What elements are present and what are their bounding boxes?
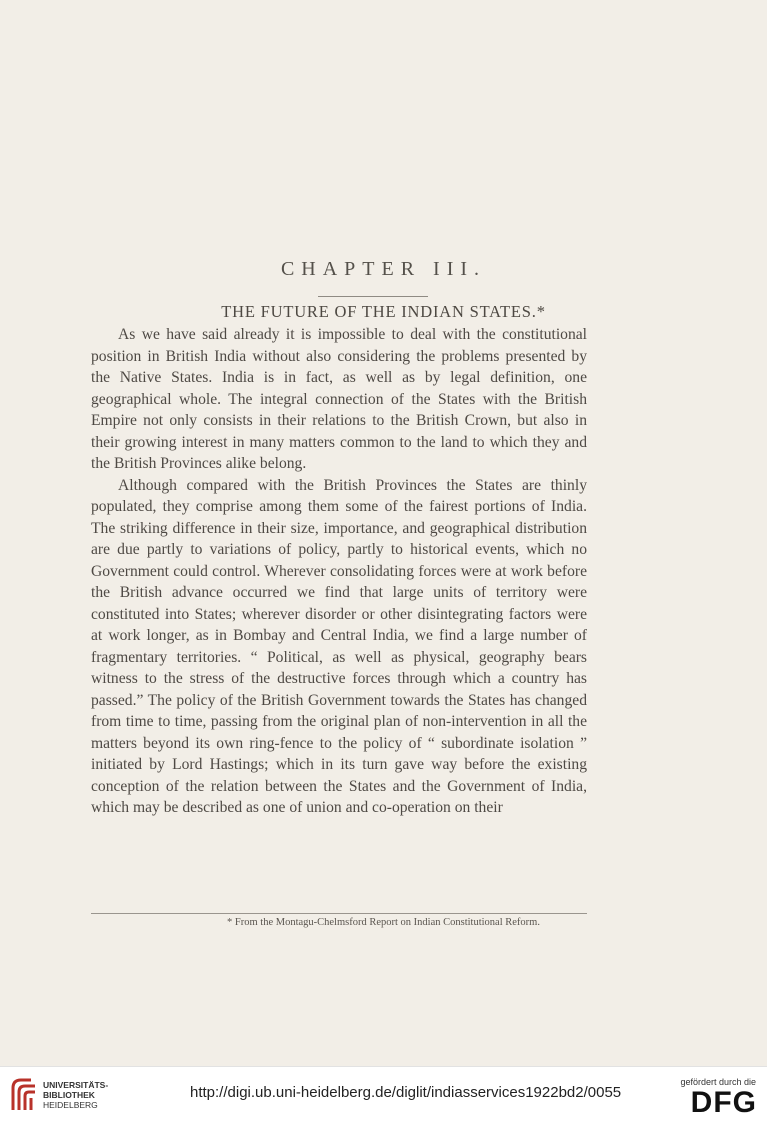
chapter-heading: CHAPTER III.	[280, 258, 487, 280]
footnote-rule	[91, 913, 587, 914]
heidelberg-library-icon	[9, 1076, 39, 1114]
page-title: THE FUTURE OF THE INDIAN STATES.*	[221, 302, 546, 321]
viewer-footer	[0, 1066, 767, 1125]
paragraph: Although compared with the British Provinces the States are thinly populated, they comprise among them some of the fairest portions of India. The striking difference in their size, importance, and geographical distribution are due partly to variations of policy, partly to historical events, which no Government could control. Wherever consolidating forces were at work before the British advance occurred we find that large units of territory were constituted into States; wherever disorder or other disintegrating factors were at work longer, as in Bombay and Central India, we find a large number of fragmentary territories. “ Political, as well as physical, geography bears witness to the stress of the destructive forces through which a country has passed.” The policy of the British Government towards the States has changed from time to time, passing from the original plan of non-intervention in all the matters beyond its own ring-fence to the policy of “ subordinate isolation ” initiated by Lord Hastings; which in its turn gave way before the existing conception of the relation between the States and the Government of India, which may be described as one of union and co-operation on their	[91, 476, 587, 816]
body-text	[91, 324, 587, 819]
permalink-url[interactable]: http://digi.ub.uni-heidelberg.de/diglit/indiasservices1922bd2/0055	[190, 1084, 622, 1101]
paragraph: As we have said already it is impossible to deal with the constitutional position in British India without also considering the problems presented by the Native States. India is in fact, as well as by legal definition, one geographical whole. The integral connection of the States with the British Empire not only consists in their relations to the British Crown, but also in their growing interest in many matters common to the land to which they and the British Provinces alike belong.	[91, 326, 587, 472]
dfg-logo: DFG	[690, 1086, 757, 1119]
funded-by-label: gefördert durch die	[680, 1077, 756, 1087]
footnote: * From the Montagu-Chelmsford Report on Indian Constitutional Reform.	[227, 917, 540, 928]
heading-rule	[318, 296, 428, 297]
library-name: UNIVERSITÄTS- BIBLIOTHEK HEIDELBERG	[43, 1080, 109, 1110]
